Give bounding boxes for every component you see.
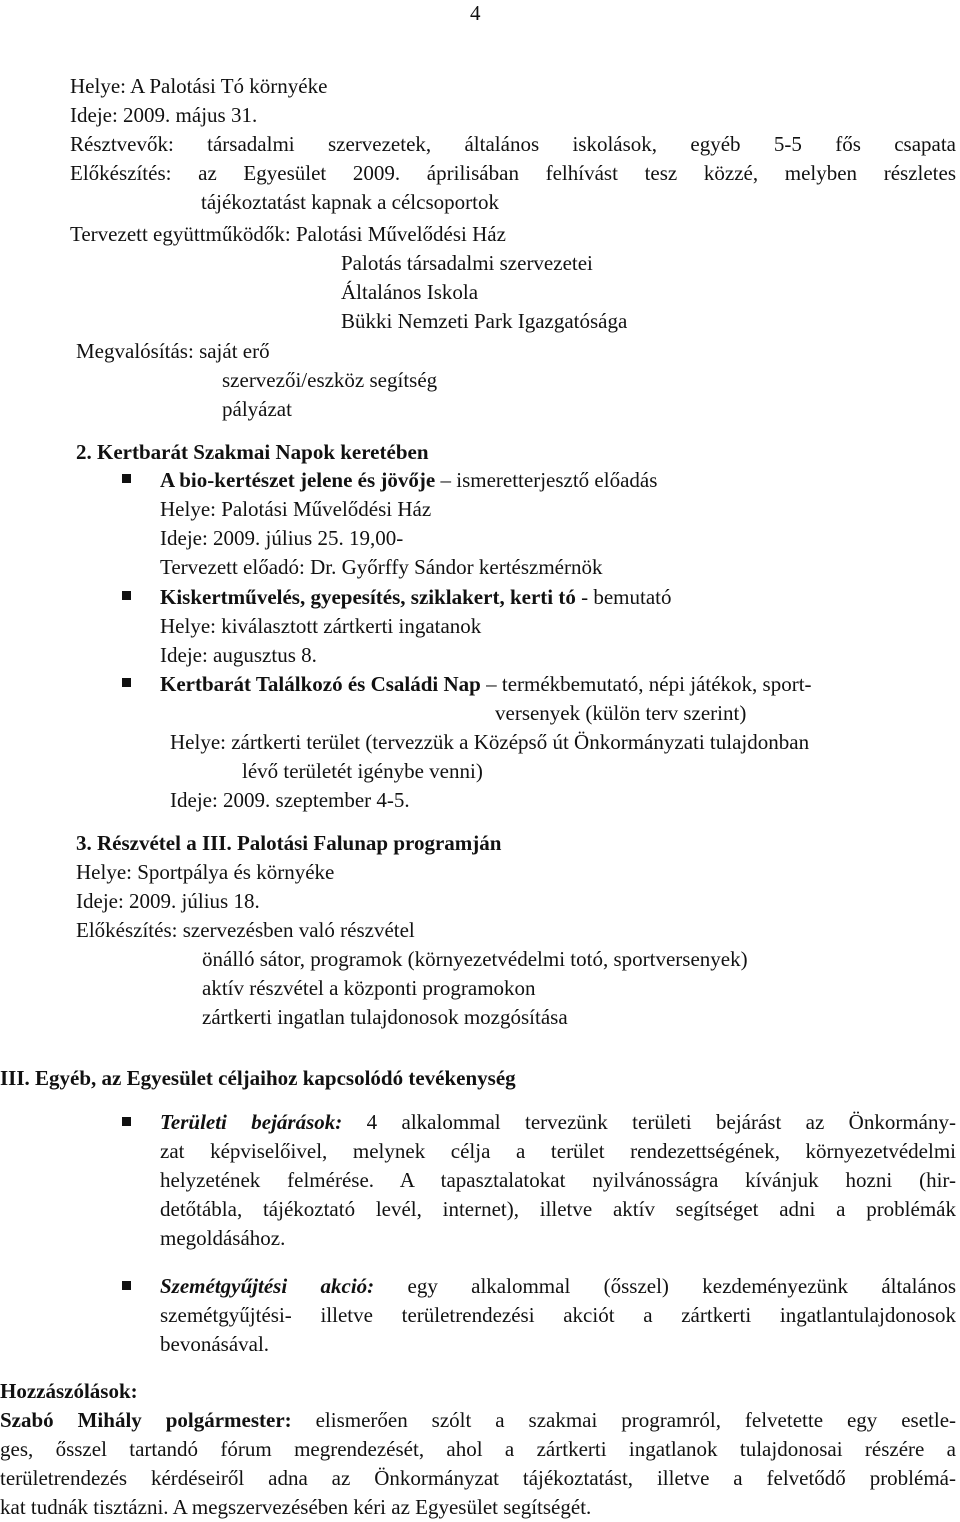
page-number: 4 (470, 1, 481, 25)
event-date: Ideje: 2009. május 31. (70, 103, 258, 127)
program-item-2-location: Helye: kiválasztott zártkerti ingatanok (160, 614, 482, 638)
bullet-square-icon (122, 591, 131, 600)
section-3-date: Ideje: 2009. július 18. (76, 889, 260, 913)
area-tours-line-3: helyzetének felmérése. A tapasztalatokat nyilvánosságra kívánjuk hozni (hir- (160, 1168, 956, 1192)
program-item-2-date: Ideje: augusztus 8. (160, 643, 317, 667)
event-location: Helye: A Palotási Tó környéke (70, 74, 328, 98)
section-3-location: Helye: Sportpálya és környéke (76, 860, 335, 884)
waste-action-line-1 (160, 1272, 956, 1301)
bullet-square-icon (122, 1117, 131, 1126)
participants-line: Résztvevők: társadalmi szervezetek, általános iskolások, egyéb 5-5 fős csapata (70, 132, 956, 156)
bullet-square-icon (122, 678, 131, 687)
bullet-square-icon (122, 1281, 131, 1290)
program-item-1-desc: – ismeretterjesztő előadás (435, 468, 658, 492)
partner-item: Általános Iskola (341, 280, 479, 304)
program-item-1-speaker: Tervezett előadó: Dr. Győrffy Sándor kertészmérnök (160, 555, 603, 579)
partner-item: Bükki Nemzeti Park Igazgatósága (341, 309, 628, 333)
area-tours-line-5: megoldásához. (160, 1226, 286, 1250)
preparation-line-2: tájékoztatást kapnak a célcsoportok (201, 190, 499, 214)
program-item-1-title: A bio-kertészet jelene és jövője (160, 468, 436, 492)
section-3-prep-item: önálló sátor, programok (környezetvédelmi totó, sportversenyek) (202, 947, 748, 971)
comment-text: elismerően szólt a szakmai programról, felvetette egy esetle- (291, 1408, 957, 1432)
program-item-1-location: Helye: Palotási Művelődési Ház (160, 497, 432, 521)
area-tours-line-2: zat képviselőivel, melynek célja a terület rendezettségének, környezetvédelmi (160, 1139, 956, 1163)
program-item-3-desc: – termékbemutató, népi játékok, sport- (480, 672, 812, 696)
program-item-3-title-line (160, 670, 812, 699)
section-3-prep-item: aktív részvétel a központi programokon (202, 976, 536, 1000)
comment-line-1 (0, 1406, 956, 1435)
section-3-heading: 3. Részvétel a III. Palotási Falunap programján (76, 831, 502, 855)
section-III-heading: III. Egyéb, az Egyesület céljaihoz kapcsolódó tevékenység (0, 1066, 516, 1090)
area-tours-line-1 (160, 1108, 956, 1137)
program-item-2-title-line (160, 583, 671, 612)
comments-heading: Hozzászólások: (0, 1379, 138, 1403)
program-item-3-location-2: lévő területét igénybe venni) (242, 759, 483, 783)
program-item-3-location-1: Helye: zártkerti terület (tervezzük a Középső út Önkormányzati tulajdonban (170, 730, 810, 754)
implementation-item: pályázat (222, 397, 292, 421)
waste-action-title: Szemétgyűjtési akció: (160, 1274, 375, 1298)
program-item-3-title: Kertbarát Találkozó és Családi Nap (160, 672, 481, 696)
comment-line-3: területrendezés kérdéseiről adna az Önkormányzat tájékoztatást, illetve a felvetődő problémá- (0, 1466, 956, 1490)
program-item-3-date: Ideje: 2009. szeptember 4-5. (170, 788, 410, 812)
section-3-prep-label: Előkészítés: szervezésben való részvétel (76, 918, 415, 942)
area-tours-title: Területi bejárások: (160, 1110, 343, 1134)
preparation-line-1: Előkészítés: az Egyesület 2009. áprilisában felhívást tesz közzé, melyben részletes (70, 161, 956, 185)
comment-line-4: kat tudnák tisztázni. A megszervezésében kéri az Egyesület segítségét. (0, 1495, 592, 1519)
implementation-item: szervezői/eszköz segítség (222, 368, 438, 392)
program-item-2-title: Kiskertművelés, gyepesítés, sziklakert, kerti tó (160, 585, 576, 609)
comment-line-2: ges, ősszel tartandó fórum megrendezését, ahol a zártkerti ingatlanok tulajdonosai részére a (0, 1437, 956, 1461)
area-tours-text: 4 alkalommal tervezünk területi bejárást az Önkormány- (342, 1110, 956, 1134)
waste-action-line-3: bevonásával. (160, 1332, 270, 1356)
waste-action-text: egy alkalommal (ősszel) kezdeményezünk általános (374, 1274, 956, 1298)
bullet-square-icon (122, 474, 131, 483)
section-3-prep-item: zártkerti ingatlan tulajdonosok mozgósítása (202, 1005, 568, 1029)
implementation-label: Megvalósítás: saját erő (76, 339, 270, 363)
program-item-2-desc: - bemutató (575, 585, 672, 609)
waste-action-line-2: szemétgyűjtési- illetve területrendezési akciót a zártkerti ingatlantulajdonosok (160, 1303, 956, 1327)
area-tours-line-4: detőtábla, tájékoztató levél, internet), illetve aktív segítséget adni a problémák (160, 1197, 956, 1221)
program-item-1-date: Ideje: 2009. július 25. 19,00- (160, 526, 404, 550)
section-2-heading: 2. Kertbarát Szakmai Napok keretében (76, 440, 429, 464)
partner-item: Palotás társadalmi szervezetei (341, 251, 593, 275)
program-item-3-desc-cont: versenyek (külön terv szerint) (495, 701, 747, 725)
partners-label: Tervezett együttműködők: Palotási Művelődési Ház (70, 222, 506, 246)
program-item-1-title-line (160, 466, 657, 495)
comment-speaker: Szabó Mihály polgármester: (0, 1408, 292, 1432)
